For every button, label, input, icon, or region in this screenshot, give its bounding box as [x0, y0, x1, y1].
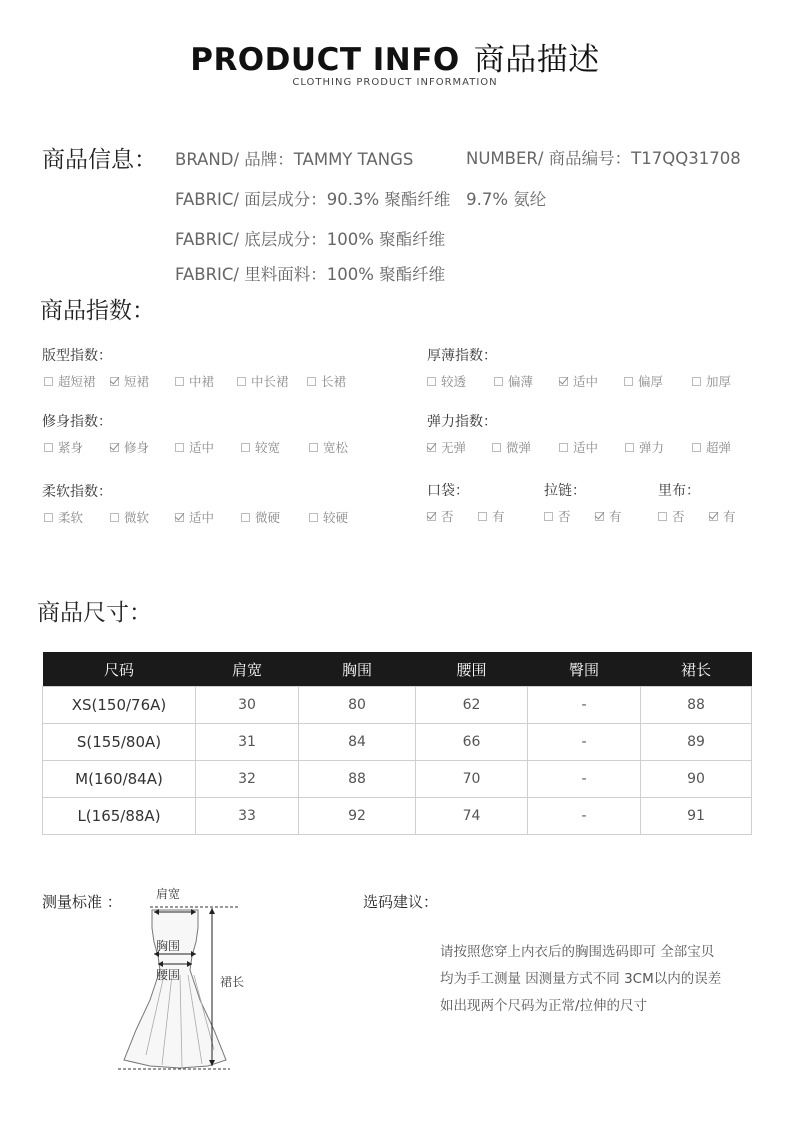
checkbox-icon — [692, 443, 701, 452]
slim-option: 紧身 — [44, 438, 83, 456]
checkbox-icon — [44, 443, 53, 452]
checkbox-icon — [241, 443, 250, 452]
table-row — [43, 761, 752, 798]
lining-option: 否 — [658, 507, 685, 525]
checkbox-icon — [44, 513, 53, 522]
table-cell: 84 — [299, 724, 416, 761]
fit-type-option: 短裙 — [110, 372, 149, 390]
diagram-label-length: 裙长 — [220, 975, 245, 989]
checkbox-icon — [175, 513, 184, 522]
slim-option: 适中 — [175, 438, 214, 456]
table-cell: 89 — [641, 724, 752, 761]
info-heading: 商品信息： — [42, 147, 157, 173]
dress-outline — [124, 910, 226, 1068]
pocket-option: 有 — [478, 507, 505, 525]
checkbox-icon — [658, 512, 667, 521]
advice-text — [440, 939, 721, 1020]
thickness-option: 适中 — [559, 372, 598, 390]
slim-option: 宽松 — [309, 438, 348, 456]
checkbox-icon — [559, 443, 568, 452]
slim-option: 修身 — [110, 438, 149, 456]
slim-label: 修身指数： — [42, 414, 112, 430]
table-header-row — [43, 652, 752, 687]
checkbox-icon — [624, 377, 633, 386]
column-header: 臀围 — [528, 652, 641, 687]
lining-option: 有 — [709, 507, 736, 525]
indices-heading: 商品指数： — [40, 298, 155, 324]
slim-option: 较宽 — [241, 438, 280, 456]
checkbox-icon — [494, 377, 503, 386]
checkbox-icon — [559, 377, 568, 386]
thickness-option: 加厚 — [692, 372, 731, 390]
column-header: 尺码 — [43, 652, 196, 687]
table-cell: - — [528, 761, 641, 798]
brand-text: BRAND/ 品牌：TAMMY TANGS — [175, 150, 414, 169]
advice-line: 均为手工测量 因测量方式不同 3CM以内的误差 — [440, 971, 722, 987]
table-cell: 32 — [196, 761, 299, 798]
fit-type-label: 版型指数： — [42, 348, 112, 364]
thickness-option: 偏厚 — [624, 372, 663, 390]
column-header: 裙长 — [641, 652, 752, 687]
fabric-bottom-text: FABRIC/ 底层成分：100% 聚酯纤维 — [175, 230, 446, 249]
checkbox-icon — [309, 443, 318, 452]
table-row — [43, 724, 752, 761]
thickness-option: 偏薄 — [494, 372, 533, 390]
checkbox-icon — [595, 512, 604, 521]
checkbox-icon — [110, 443, 119, 452]
page-subtitle: CLOTHING PRODUCT INFORMATION — [292, 77, 498, 88]
elasticity-option: 弹力 — [625, 438, 664, 456]
size-heading: 商品尺寸： — [37, 600, 152, 626]
size-table — [42, 652, 752, 835]
softness-option: 适中 — [175, 508, 214, 526]
elasticity-option: 无弹 — [427, 438, 466, 456]
table-cell: 91 — [641, 798, 752, 835]
diagram-label-shoulder: 肩宽 — [156, 887, 181, 901]
checkbox-icon — [478, 512, 487, 521]
table-cell: 33 — [196, 798, 299, 835]
checkbox-icon — [175, 443, 184, 452]
softness-option: 较硬 — [309, 508, 348, 526]
table-cell: L(165/88A) — [43, 798, 196, 835]
table-cell: 80 — [299, 687, 416, 724]
measure-label: 测量标准 ： — [42, 893, 122, 911]
thickness-label: 厚薄指数： — [427, 348, 497, 364]
fit-type-option: 超短裙 — [44, 372, 96, 390]
softness-option: 微软 — [110, 508, 149, 526]
checkbox-icon — [241, 513, 250, 522]
checkbox-icon — [175, 377, 184, 386]
table-row — [43, 687, 752, 724]
fit-type-option: 长裙 — [307, 372, 346, 390]
table-cell: 90 — [641, 761, 752, 798]
table-cell: XS(150/76A) — [43, 687, 196, 724]
table-cell: 88 — [641, 687, 752, 724]
checkbox-icon — [427, 377, 436, 386]
table-cell: 66 — [416, 724, 528, 761]
table-cell: S(155/80A) — [43, 724, 196, 761]
checkbox-icon — [427, 443, 436, 452]
checkbox-icon — [110, 513, 119, 522]
elasticity-option: 超弹 — [692, 438, 731, 456]
table-cell: - — [528, 687, 641, 724]
table-cell: 62 — [416, 687, 528, 724]
checkbox-icon — [309, 513, 318, 522]
advice-line: 请按照您穿上内衣后的胸围选码即可 全部宝贝 — [440, 944, 715, 960]
page-title — [0, 34, 790, 79]
pocket-option: 否 — [427, 507, 454, 525]
zipper-option: 有 — [595, 507, 622, 525]
checkbox-icon — [110, 377, 119, 386]
table-cell: - — [528, 798, 641, 835]
number-text: NUMBER/ 商品编号：T17QQ31708 — [466, 149, 741, 168]
table-cell: 31 — [196, 724, 299, 761]
thickness-option: 较透 — [427, 372, 466, 390]
checkbox-icon — [44, 377, 53, 386]
fabric-outer-text: FABRIC/ 面层成分：90.3% 聚酯纤维 9.7% 氨纶 — [175, 190, 547, 209]
checkbox-icon — [307, 377, 316, 386]
checkbox-icon — [625, 443, 634, 452]
table-cell: 70 — [416, 761, 528, 798]
zipper-label: 拉链： — [544, 483, 586, 499]
elasticity-label: 弹力指数： — [427, 414, 497, 430]
table-cell: 74 — [416, 798, 528, 835]
elasticity-option: 适中 — [559, 438, 598, 456]
table-cell: 92 — [299, 798, 416, 835]
elasticity-option: 微弹 — [492, 438, 531, 456]
softness-option: 柔软 — [44, 508, 83, 526]
advice-line: 如出现两个尺码为正常/拉伸的尺寸 — [440, 998, 648, 1014]
softness-label: 柔软指数： — [42, 484, 112, 500]
title-cn: 商品描述 — [473, 42, 600, 78]
softness-option: 微硬 — [241, 508, 280, 526]
checkbox-icon — [492, 443, 501, 452]
pocket-label: 口袋： — [427, 483, 469, 499]
table-cell: M(160/84A) — [43, 761, 196, 798]
table-cell: - — [528, 724, 641, 761]
column-header: 肩宽 — [196, 652, 299, 687]
diagram-label-waist: 腰围 — [156, 968, 181, 982]
fit-type-option: 中裙 — [175, 372, 214, 390]
checkbox-icon — [237, 377, 246, 386]
table-cell: 88 — [299, 761, 416, 798]
checkbox-icon — [709, 512, 718, 521]
table-cell: 30 — [196, 687, 299, 724]
lining-label: 里布： — [658, 483, 700, 499]
column-header: 胸围 — [299, 652, 416, 687]
fit-type-option: 中长裙 — [237, 372, 289, 390]
fabric-lining-text: FABRIC/ 里料面料：100% 聚酯纤维 — [175, 265, 446, 284]
checkbox-icon — [692, 377, 701, 386]
advice-label: 选码建议： — [363, 893, 439, 911]
column-header: 腰围 — [416, 652, 528, 687]
title-en: PRODUCT INFO — [190, 42, 460, 78]
zipper-option: 否 — [544, 507, 571, 525]
checkbox-icon — [544, 512, 553, 521]
checkbox-icon — [427, 512, 436, 521]
diagram-label-chest: 胸围 — [156, 939, 181, 953]
table-row — [43, 798, 752, 835]
